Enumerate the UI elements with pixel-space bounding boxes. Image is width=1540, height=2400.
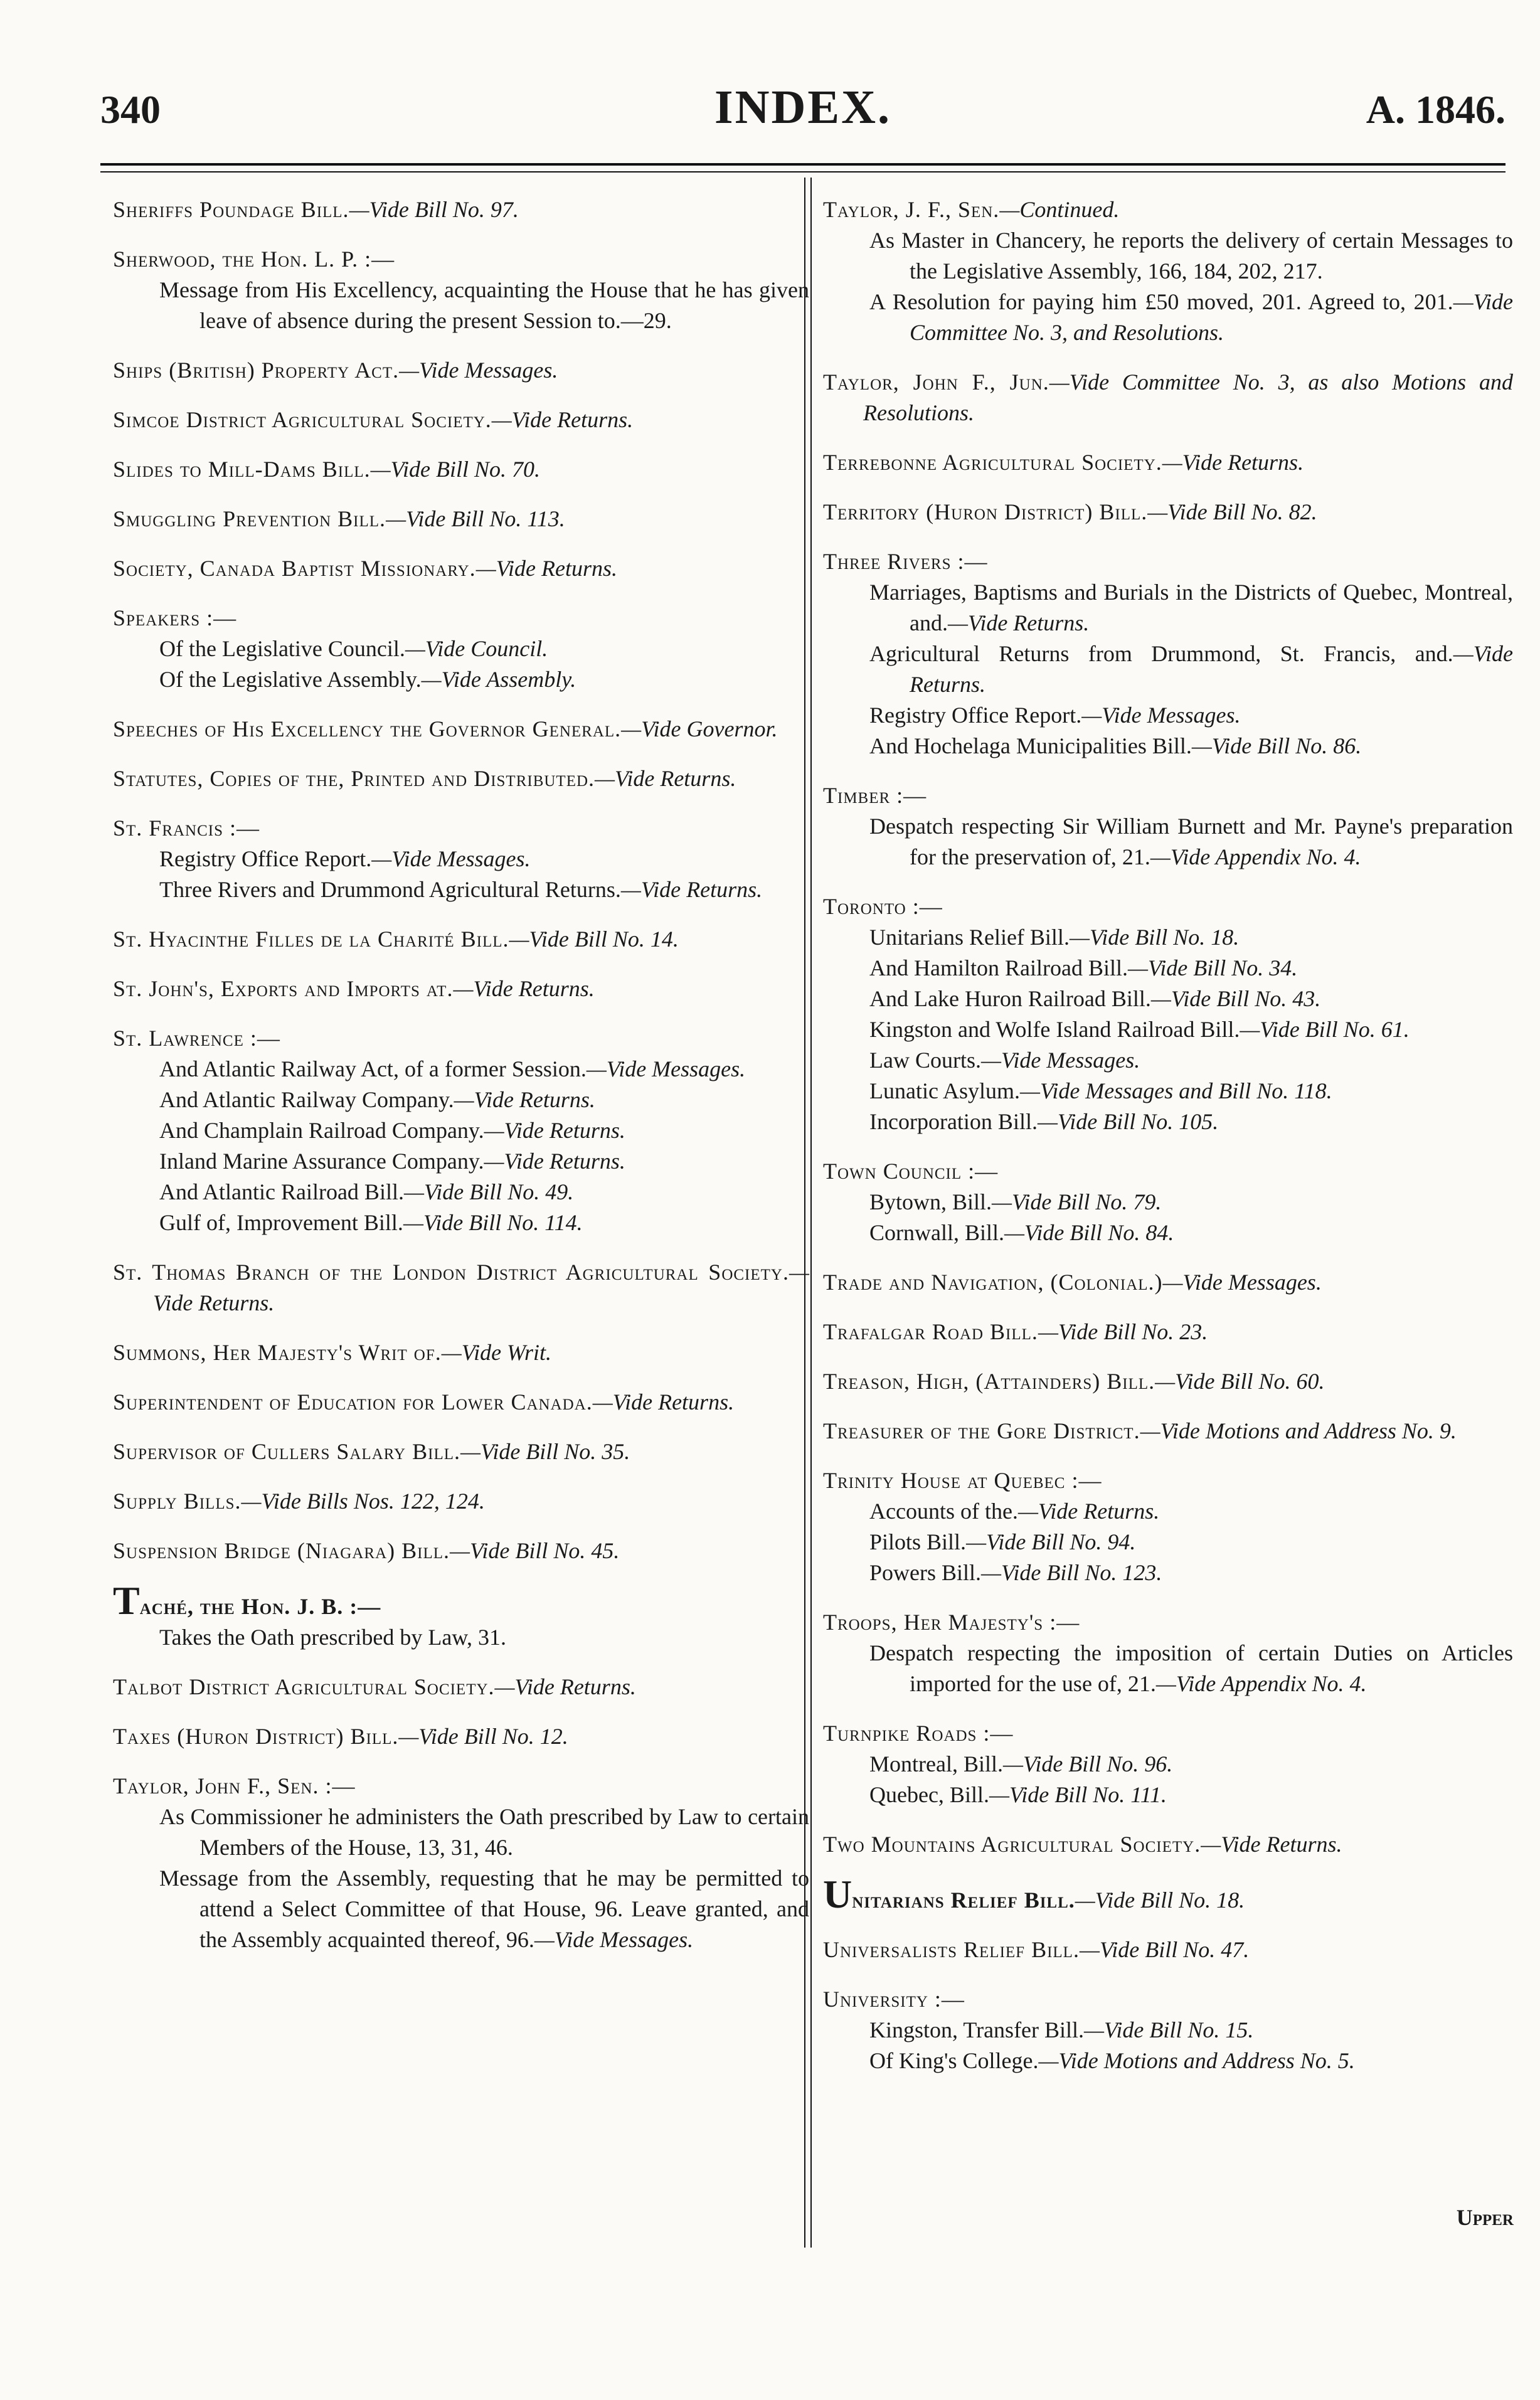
entry-title: St. Thomas Branch of the London District Agricultural Society. (113, 1260, 789, 1285)
sub-entry (823, 1045, 1513, 1076)
sub-entry-reference: —Vide Bill No. 15. (1084, 2017, 1254, 2042)
entry-reference: —Vide Bill No. 45. (450, 1538, 620, 1563)
sub-entry-reference: —Vide Bill No. 84. (1004, 1220, 1174, 1245)
header-rule-thin (100, 171, 1505, 173)
sub-entry-text: Kingston and Wolfe Island Railroad Bill. (869, 1017, 1240, 1042)
index-entry (823, 780, 1513, 873)
sub-entry-reference: —Vide Returns. (454, 1087, 595, 1112)
right-column (823, 194, 1513, 2095)
entry-reference: —Vide Returns. (595, 766, 736, 791)
index-entry (823, 891, 1513, 1137)
entry-reference: —Vide Bill No. 82. (1147, 499, 1317, 524)
entry-reference: —Vide Bill No. 18. (1075, 1888, 1245, 1913)
entry-heading (113, 1436, 809, 1467)
sub-entry-text: Powers Bill. (869, 1560, 982, 1585)
entry-heading (823, 1366, 1513, 1397)
entry-title: Summons, Her Majesty's Writ of. (113, 1340, 442, 1365)
sub-entry-reference: —Vide Returns. (1017, 1499, 1160, 1524)
entry-heading (113, 1486, 809, 1517)
page-number: 340 (100, 87, 161, 132)
sub-entry-text: Quebec, Bill. (869, 1782, 989, 1807)
entry-title: St. Francis :— (113, 815, 260, 841)
entry-heading (823, 367, 1513, 428)
index-entry (113, 1023, 809, 1238)
entry-title: Territory (Huron District) Bill. (823, 499, 1148, 524)
entry-title: Supervisor of Cullers Salary Bill. (113, 1439, 460, 1464)
sub-entry-reference: —Vide Bill No. 34. (1127, 955, 1298, 980)
sub-entry-text: Despatch respecting Sir William Burnett and Mr. Payne's preparation for the preservation of, 21. (869, 814, 1513, 869)
entry-reference: —Vide Returns. (491, 407, 634, 432)
sub-entry (823, 639, 1513, 700)
sub-entry-text: Of King's College. (869, 2048, 1039, 2073)
index-entry (823, 194, 1513, 348)
page-title: INDEX. (714, 81, 891, 134)
sub-entry-reference: —Vide Bill No. 111. (989, 1782, 1167, 1807)
index-entry (113, 1536, 809, 1566)
sub-entry-reference: —Vide Bill No. 94. (966, 1529, 1136, 1554)
sub-entry (113, 1054, 809, 1085)
entry-reference: —Vide Messages. (1162, 1270, 1322, 1295)
entry-title: Treasurer of the Gore District. (823, 1418, 1140, 1443)
sub-entry-text: Pilots Bill. (869, 1529, 967, 1554)
sub-entry-text: Of the Legislative Assembly. (159, 667, 422, 692)
sub-entry-reference: —Vide Bill No. 123. (981, 1560, 1162, 1585)
entry-heading (113, 405, 809, 435)
index-entry (823, 367, 1513, 428)
entry-heading (113, 763, 809, 794)
sub-entry-reference: —Vide Bill No. 79. (992, 1189, 1162, 1214)
index-entry (113, 405, 809, 435)
entry-title: Trade and Navigation, (Colonial.) (823, 1270, 1163, 1295)
sub-entry (113, 1208, 809, 1238)
sub-entry-text: And Hamilton Railroad Bill. (869, 955, 1128, 980)
sub-entry-text: Kingston, Transfer Bill. (869, 2017, 1085, 2042)
index-entry (823, 1984, 1513, 2076)
sub-entry (823, 984, 1513, 1014)
entry-heading (823, 1317, 1513, 1347)
entry-heading (113, 454, 809, 485)
index-entry (113, 1672, 809, 1702)
sub-entry (823, 1780, 1513, 1810)
entry-heading (823, 891, 1513, 922)
index-entry (113, 1721, 809, 1752)
entry-title: Sheriffs Poundage Bill. (113, 197, 349, 222)
entry-title: Turnpike Roads :— (823, 1721, 1014, 1746)
entry-title: Two Mountains Agricultural Society. (823, 1832, 1201, 1857)
sub-entry-text: Of the Legislative Council. (159, 636, 405, 661)
entry-title-drop-cap: Taché, the Hon. J. B. :— (113, 1578, 381, 1623)
entry-title: St. John's, Exports and Imports at. (113, 976, 454, 1001)
sub-entry (823, 731, 1513, 762)
entry-reference: —Vide Motions and Address No. 9. (1140, 1418, 1457, 1443)
sub-entry (823, 1107, 1513, 1137)
sub-entry (823, 2046, 1513, 2076)
sub-entry-text: Cornwall, Bill. (869, 1220, 1004, 1245)
entry-heading (823, 1935, 1513, 1965)
entry-title: Speakers :— (113, 605, 237, 630)
sub-entry-text: Despatch respecting the imposition of certain Duties on Articles imported for the use of, 21. (869, 1640, 1513, 1696)
index-entry (823, 1607, 1513, 1699)
header-rule-thick (100, 163, 1505, 166)
entry-reference: —Vide Returns. (475, 556, 617, 581)
entry-reference: —Vide Bill No. 23. (1038, 1319, 1208, 1344)
sub-entry-text: Registry Office Report. (159, 846, 372, 871)
sub-entry-text: Three Rivers and Drummond Agricultural Returns. (159, 877, 621, 902)
index-entry (113, 1771, 809, 1955)
index-entry (823, 1465, 1513, 1588)
sub-entry-reference: —Vide Bill No. 43. (1150, 986, 1321, 1011)
entry-title: Speeches of His Excellency the Governor General. (113, 716, 622, 741)
entry-reference: —Vide Bill No. 14. (509, 927, 679, 952)
index-entry (113, 714, 809, 745)
index-entry (113, 553, 809, 584)
index-entry (113, 1436, 809, 1467)
entry-reference: —Vide Bills Nos. 122, 124. (241, 1489, 485, 1514)
entry-title: Sherwood, the Hon. L. P. :— (113, 247, 395, 272)
entry-reference: —Vide Writ. (441, 1340, 552, 1365)
entry-reference: —Vide Bill No. 12. (398, 1724, 568, 1749)
index-entry (113, 924, 809, 955)
sub-entry (823, 700, 1513, 731)
entry-title: Supply Bills. (113, 1489, 242, 1514)
entry-title: Taylor, J. F., Sen. (823, 197, 1000, 222)
entry-title: Treason, High, (Attainders) Bill. (823, 1369, 1155, 1394)
sub-entry-text: As Master in Chancery, he reports the delivery of certain Messages to the Legislative Assembly, 166, 184, 202, 217. (869, 228, 1513, 284)
sub-entry-text: Bytown, Bill. (869, 1189, 992, 1214)
entry-heading (113, 553, 809, 584)
entry-reference: —Vide Returns. (453, 976, 595, 1001)
sub-entry (823, 287, 1513, 348)
entry-title: Three Rivers :— (823, 549, 988, 574)
entry-reference: —Vide Bill No. 47. (1079, 1937, 1250, 1962)
sub-entry-text: Marriages, Baptisms and Burials in the Districts of Quebec, Montreal, and. (869, 580, 1513, 635)
sub-entry (113, 1177, 809, 1208)
index-entry (823, 1935, 1513, 1965)
sub-entry-reference: —Vide Bill No. 105. (1037, 1109, 1219, 1134)
entry-title: Slides to Mill-Dams Bill. (113, 457, 371, 482)
sub-entry (823, 1749, 1513, 1780)
entry-heading (113, 1337, 809, 1368)
index-entry (823, 1156, 1513, 1248)
sub-entry (113, 1115, 809, 1146)
sub-entry (823, 2015, 1513, 2046)
sub-entry-text: And Champlain Railroad Company. (159, 1118, 484, 1143)
sub-entry (823, 1527, 1513, 1558)
entry-heading (823, 1465, 1513, 1496)
entry-reference: —Vide Bill No. 35. (460, 1439, 630, 1464)
entry-title: Taxes (Huron District) Bill. (113, 1724, 399, 1749)
entry-title-drop-cap: Unitarians Relief Bill. (823, 1872, 1075, 1916)
sub-entry-reference: —Vide Assembly. (421, 667, 576, 692)
index-entry (823, 546, 1513, 762)
entry-title: Toronto :— (823, 894, 943, 919)
sub-entry-reference: —Vide Appendix No. 4. (1150, 844, 1361, 869)
entry-reference: —Vide Bill No. 70. (370, 457, 540, 482)
entry-reference: —Vide Returns. (1162, 450, 1304, 475)
entry-title: Timber :— (823, 783, 927, 808)
entry-reference: —Vide Returns. (153, 1260, 809, 1315)
entry-heading (113, 1578, 809, 1623)
sub-entry-reference: —Vide Returns. (484, 1149, 625, 1174)
entry-title: Smuggling Prevention Bill. (113, 506, 386, 531)
entry-heading (113, 1771, 809, 1802)
sub-entry-reference: —Vide Messages and Bill No. 118. (1019, 1078, 1332, 1103)
entry-reference: —Vide Committee No. 3, as also Motions and Resolutions. (863, 369, 1513, 425)
entry-title: Superintendent of Education for Lower Canada. (113, 1389, 593, 1415)
entry-title: St. Hyacinthe Filles de la Charité Bill. (113, 927, 509, 952)
index-entry (823, 1366, 1513, 1397)
entry-title: Universalists Relief Bill. (823, 1937, 1080, 1962)
sub-entry-text: And Lake Huron Railroad Bill. (869, 986, 1151, 1011)
entry-heading (113, 1387, 809, 1418)
entry-heading (113, 244, 809, 275)
sub-entry-text: Agricultural Returns from Drummond, St. Francis, and. (869, 641, 1453, 666)
index-entry (823, 447, 1513, 478)
entry-heading (823, 1156, 1513, 1187)
entry-heading (113, 1257, 809, 1319)
index-entry (113, 1337, 809, 1368)
entry-heading (823, 1829, 1513, 1860)
entry-heading (823, 447, 1513, 478)
sub-entry (113, 1802, 809, 1863)
index-entry (113, 244, 809, 336)
index-entry (823, 1416, 1513, 1447)
sub-entry-text: Accounts of the. (869, 1499, 1018, 1524)
catchword: Upper (1456, 2205, 1514, 2230)
entry-heading (823, 546, 1513, 577)
sub-entry-text: And Atlantic Railway Company. (159, 1087, 454, 1112)
sub-entry-reference: —Vide Committee No. 3, and Resolutions. (910, 289, 1513, 345)
sub-entry-text: And Hochelaga Municipalities Bill. (869, 733, 1192, 758)
index-entry (823, 1872, 1513, 1916)
entry-title: Ships (British) Property Act. (113, 358, 400, 383)
sub-entry-text: Registry Office Report. (869, 703, 1082, 728)
entry-reference: —Vide Messages. (399, 358, 558, 383)
index-entry (823, 1718, 1513, 1810)
sub-entry-text: A Resolution for paying him £50 moved, 201. Agreed to, 201. (869, 289, 1453, 314)
sub-entry-text: Message from the Assembly, requesting that he may be permitted to attend a Select Committee of that House, 96. Leave granted, and the Assembly acquainted thereof, 96. (159, 1866, 809, 1952)
sub-entry-text: And Atlantic Railway Act, of a former Session. (159, 1056, 587, 1081)
sub-entry (823, 953, 1513, 984)
entry-reference: —Vide Bill No. 97. (349, 197, 519, 222)
sub-entry (823, 577, 1513, 639)
sub-entry-reference: —Vide Returns. (484, 1118, 625, 1143)
entry-heading (113, 924, 809, 955)
sub-entry (823, 811, 1513, 873)
sub-entry-reference: —Vide Messages. (371, 846, 531, 871)
index-entry (823, 1267, 1513, 1298)
entry-title: Taylor, John F., Jun. (823, 369, 1049, 395)
entry-heading (113, 1721, 809, 1752)
index-entry (823, 1317, 1513, 1347)
entry-heading (113, 1536, 809, 1566)
entry-heading (113, 194, 809, 225)
entry-reference: —Vide Bill No. 60. (1155, 1369, 1325, 1394)
sub-entry-reference: —Vide Appendix No. 4. (1155, 1671, 1367, 1696)
index-entry (113, 355, 809, 386)
entry-title: Talbot District Agricultural Society. (113, 1674, 495, 1699)
sub-entry (823, 1496, 1513, 1527)
entry-heading (113, 974, 809, 1004)
sub-entry-reference: —Vide Returns. (620, 877, 763, 902)
index-entry (113, 1257, 809, 1319)
entry-title: Town Council :— (823, 1159, 999, 1184)
sub-entry-text: Lunatic Asylum. (869, 1078, 1020, 1103)
index-entry (113, 763, 809, 794)
sub-entry-reference: —Vide Bill No. 49. (403, 1179, 574, 1204)
sub-entry-reference: —Vide Bill No. 61. (1240, 1017, 1410, 1042)
entry-reference: —Vide Bill No. 113. (386, 506, 565, 531)
index-entry (113, 1387, 809, 1418)
entry-title: Suspension Bridge (Niagara) Bill. (113, 1538, 450, 1563)
sub-entry-text: As Commissioner he administers the Oath prescribed by Law to certain Members of the House, 13, 31, 46. (159, 1804, 809, 1860)
entry-title: Society, Canada Baptist Missionary. (113, 556, 476, 581)
sub-entry-reference: —Vide Bill No. 18. (1069, 925, 1240, 950)
left-column (113, 194, 809, 1974)
sub-entry-text: Inland Marine Assurance Company. (159, 1149, 484, 1174)
entry-heading (823, 194, 1513, 225)
sub-entry-reference: —Vide Motions and Address No. 5. (1038, 2048, 1355, 2073)
entry-heading (113, 714, 809, 745)
entry-reference: —Vide Returns. (1201, 1832, 1342, 1857)
sub-entry (823, 1187, 1513, 1218)
sub-entry-text: Montreal, Bill. (869, 1751, 1003, 1776)
sub-entry-text: Unitarians Relief Bill. (869, 925, 1070, 950)
sub-entry-reference: —Vide Messages. (534, 1927, 694, 1952)
entry-heading (113, 355, 809, 386)
entry-heading (113, 1672, 809, 1702)
sub-entry (113, 1146, 809, 1177)
index-entry (113, 1578, 809, 1653)
entry-title: Troops, Her Majesty's :— (823, 1610, 1080, 1635)
index-entry (113, 194, 809, 225)
entry-title: Statutes, Copies of the, Printed and Distributed. (113, 766, 595, 791)
entry-heading (823, 1607, 1513, 1638)
sub-entry (113, 634, 809, 664)
entry-title: Taylor, John F., Sen. :— (113, 1773, 356, 1798)
entry-title: Trinity House at Quebec :— (823, 1468, 1102, 1493)
sub-entry-text: Law Courts. (869, 1048, 981, 1073)
index-entry (113, 603, 809, 695)
sub-entry (823, 1076, 1513, 1107)
entry-heading (823, 1984, 1513, 2015)
sub-entry-reference: —Vide Messages. (980, 1048, 1140, 1073)
sub-entry-text: Takes the Oath prescribed by Law, 31. (159, 1625, 506, 1650)
sub-entry (823, 1014, 1513, 1045)
entry-title: Terrebonne Agricultural Society. (823, 450, 1162, 475)
entry-title: Simcoe District Agricultural Society. (113, 407, 492, 432)
entry-title: University :— (823, 1987, 965, 2012)
index-entry (113, 1486, 809, 1517)
index-entry (823, 1829, 1513, 1860)
entry-heading (823, 1267, 1513, 1298)
sub-entry (823, 1558, 1513, 1588)
entry-reference: —Vide Returns. (494, 1674, 636, 1699)
sub-entry (823, 1218, 1513, 1248)
entry-reference: —Vide Returns. (592, 1389, 735, 1415)
entry-heading (113, 504, 809, 534)
sub-entry (113, 1622, 809, 1653)
page-year: A. 1846. (1366, 87, 1505, 132)
page-header (100, 80, 1505, 143)
entry-title: St. Lawrence :— (113, 1026, 280, 1051)
index-entry (113, 504, 809, 534)
sub-entry-reference: —Vide Council. (405, 636, 548, 661)
sub-entry-reference: —Vide Messages. (586, 1056, 746, 1081)
sub-entry (823, 1638, 1513, 1699)
sub-entry-text: Gulf of, Improvement Bill. (159, 1210, 403, 1235)
sub-entry-text: And Atlantic Railroad Bill. (159, 1179, 404, 1204)
entry-heading (823, 1416, 1513, 1447)
index-entry (823, 497, 1513, 528)
entry-reference: —Vide Governor. (621, 716, 778, 741)
entry-heading (823, 1718, 1513, 1749)
index-entry (113, 813, 809, 905)
sub-entry (113, 844, 809, 874)
sub-entry-reference: —Vide Bill No. 96. (1002, 1751, 1173, 1776)
sub-entry-reference: —Vide Bill No. 86. (1191, 733, 1362, 758)
sub-entry-reference: —Vide Messages. (1081, 703, 1241, 728)
entry-heading (823, 1872, 1513, 1916)
sub-entry-text: Message from His Excellency, acquainting the House that he has given leave of absence during the present Session to.—29. (159, 277, 809, 333)
sub-entry (823, 922, 1513, 953)
entry-title: Trafalgar Road Bill. (823, 1319, 1038, 1344)
entry-heading (113, 813, 809, 844)
drop-cap-letter: U (823, 1872, 852, 1916)
sub-entry-text: Incorporation Bill. (869, 1109, 1038, 1134)
sub-entry-reference: —Vide Returns. (910, 641, 1513, 697)
entry-heading (823, 780, 1513, 811)
sub-entry (113, 664, 809, 695)
entry-heading (823, 497, 1513, 528)
sub-entry (113, 275, 809, 336)
sub-entry (113, 1085, 809, 1115)
sub-entry-reference: —Vide Bill No. 114. (403, 1210, 583, 1235)
sub-entry-reference: —Vide Returns. (947, 610, 1090, 635)
drop-cap-letter: T (113, 1578, 140, 1623)
index-entry (113, 974, 809, 1004)
sub-entry (113, 1863, 809, 1955)
entry-heading (113, 603, 809, 634)
index-entry (113, 454, 809, 485)
sub-entry (823, 225, 1513, 287)
entry-reference: —Continued. (999, 197, 1120, 222)
entry-heading (113, 1023, 809, 1054)
sub-entry (113, 874, 809, 905)
